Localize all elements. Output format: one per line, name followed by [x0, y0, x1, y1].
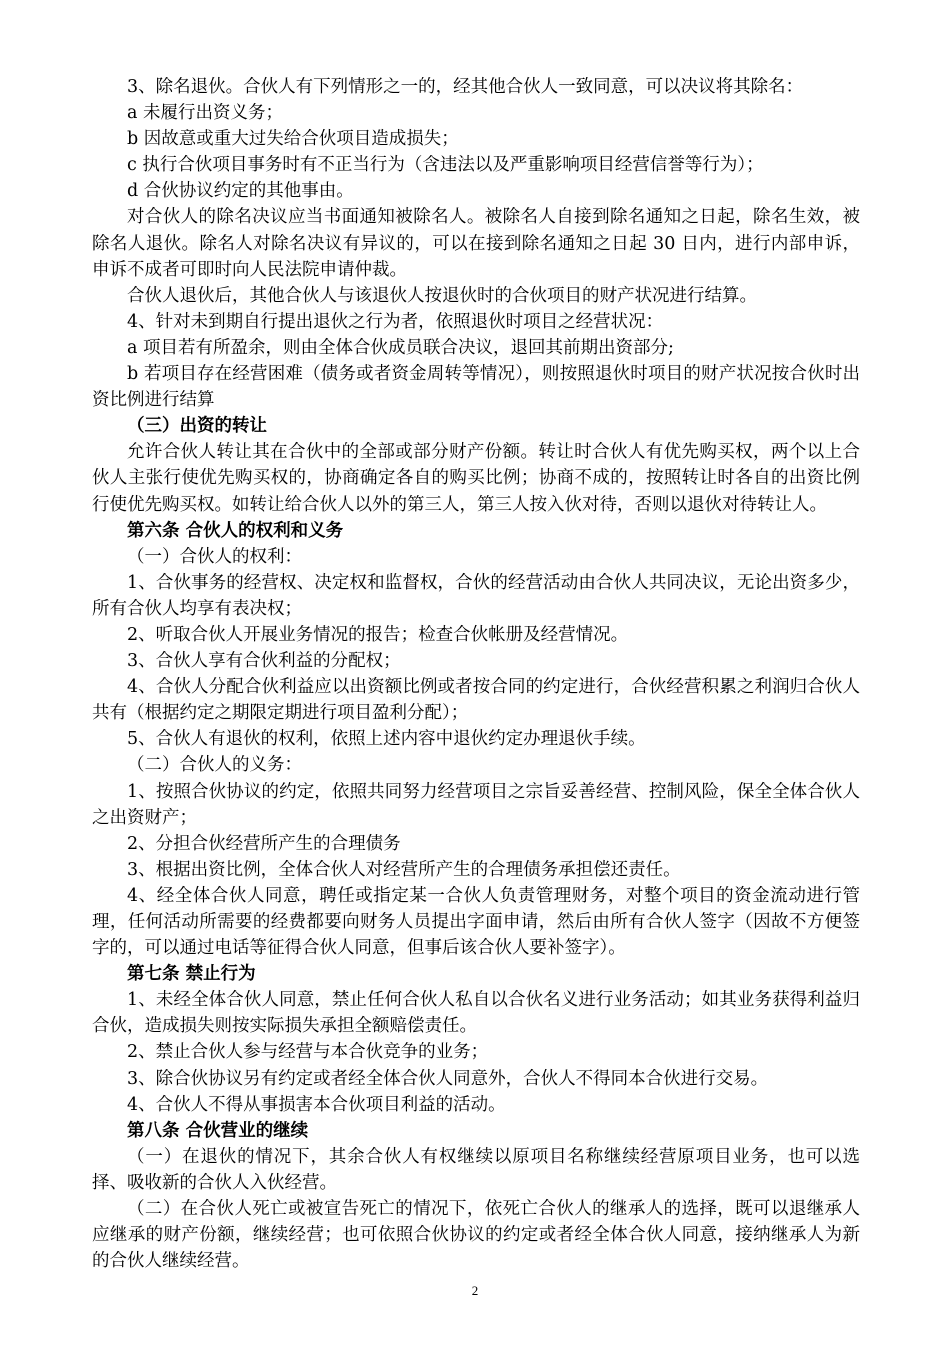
article-heading: 第七条 禁止行为 [127, 964, 256, 985]
paragraph: 3、根据出资比例，全体合伙人对经营所产生的合理债务承担偿还责任。 [127, 859, 681, 880]
paragraph: 3、合伙人享有合伙利益的分配权； [127, 651, 401, 672]
subsection-heading: （一）合伙人的权利： [127, 546, 302, 567]
paragraph: 1、按照合伙协议的约定，依照共同努力经营项目之宗旨妥善经营、控制风险，保全全体合伙人之出资财产； [92, 781, 860, 828]
document-body [92, 74, 860, 1274]
paragraph: 2、分担合伙经营所产生的合理债务 [127, 833, 401, 854]
paragraph: 允许合伙人转让其在合伙中的全部或部分财产份额。转让时合伙人有优先购买权，两个以上合伙人主张行使优先购买权的，协商确定各自的购买比例；协商不成的，按照转让时各自的出资比例行使优先购买权。如转让给合伙人以外的第三人，第三人按入伙对待，否则以退伙对待转让人。 [92, 442, 860, 515]
section-heading: （三）出资的转让 [127, 416, 267, 437]
paragraph: 1、合伙事务的经营权、决定权和监督权，合伙的经营活动由合伙人共同决议，无论出资多少，所有合伙人均享有表决权； [92, 572, 860, 619]
paragraph: b 因故意或重大过失给合伙项目造成损失； [127, 129, 459, 150]
paragraph: 4、合伙人分配合伙利益应以出资额比例或者按合同的约定进行，合伙经营积累之利润归合伙人共有（根据约定之期限定期进行项目盈利分配）； [92, 677, 860, 724]
paragraph: 5、合伙人有退伙的权利，依照上述内容中退伙约定办理退伙手续。 [127, 729, 646, 750]
page-number: 2 [471, 1283, 479, 1298]
paragraph: （一）在退伙的情况下，其余合伙人有权继续以原项目名称继续经营原项目业务，也可以选择、吸收新的合伙人入伙经营。 [92, 1146, 860, 1193]
paragraph: c 执行合伙项目事务时有不正当行为（含违法以及严重影响项目经营信誉等行为）； [127, 155, 764, 176]
paragraph: 1、未经全体合伙人同意，禁止任何合伙人私自以合伙名义进行业务活动；如其业务获得利益归合伙，造成损失则按实际损失承担全额赔偿责任。 [92, 990, 860, 1037]
paragraph: 2、听取合伙人开展业务情况的报告；检查合伙帐册及经营情况。 [127, 624, 629, 645]
article-heading: 第八条 合伙营业的继续 [127, 1120, 309, 1141]
paragraph: 4、经全体合伙人同意，聘任或指定某一合伙人负责管理财务，对整个项目的资金流动进行管理，任何活动所需要的经费都要向财务人员提出字面申请，然后由所有合伙人签字（因故不方便签字的，可以通过电话等征得合伙人同意，但事后该合伙人要补签字）。 [92, 885, 860, 959]
paragraph: 3、除合伙协议另有约定或者经全体合伙人同意外，合伙人不得同本合伙进行交易。 [127, 1068, 769, 1089]
paragraph: 4、合伙人不得从事损害本合伙项目利益的活动。 [127, 1094, 506, 1115]
subsection-heading: （二）合伙人的义务： [127, 755, 302, 776]
paragraph: 3、除名退伙。合伙人有下列情形之一的，经其他合伙人一致同意，可以决议将其除名： [127, 77, 804, 97]
paragraph: 2、禁止合伙人参与经营与本合伙竞争的业务； [127, 1042, 489, 1063]
paragraph: b 若项目存在经营困难（债务或者资金周转等情况），则按照退伙时项目的财产状况按合伙时出资比例进行结算 [92, 364, 860, 411]
paragraph: 4、针对未到期自行提出退伙之行为者，依照退伙时项目之经营状况： [127, 311, 664, 332]
paragraph: d 合伙协议约定的其他事由。 [127, 181, 354, 202]
paragraph: a 未履行出资义务； [127, 103, 283, 124]
paragraph: 对合伙人的除名决议应当书面通知被除名人。被除名人自接到除名通知之日起，除名生效，被除名人退伙。除名人对除名决议有异议的，可以在接到除名通知之日起 30 日内，进行内部申诉，申诉不成者可即时向人民法院申请仲裁。 [92, 207, 860, 280]
paragraph: a 项目若有所盈余，则由全体合伙成员联合决议，退回其前期出资部分; [127, 337, 674, 358]
article-heading: 第六条 合伙人的权利和义务 [127, 520, 344, 541]
paragraph: （二）在合伙人死亡或被宣告死亡的情况下，依死亡合伙人的继承人的选择，既可以退继承人应继承的财产份额，继续经营；也可依照合伙协议的约定或者经全体合伙人同意，接纳继承人为新的合伙人继续经营。 [92, 1199, 860, 1272]
paragraph: 合伙人退伙后，其他合伙人与该退伙人按退伙时的合伙项目的财产状况进行结算。 [127, 285, 757, 306]
